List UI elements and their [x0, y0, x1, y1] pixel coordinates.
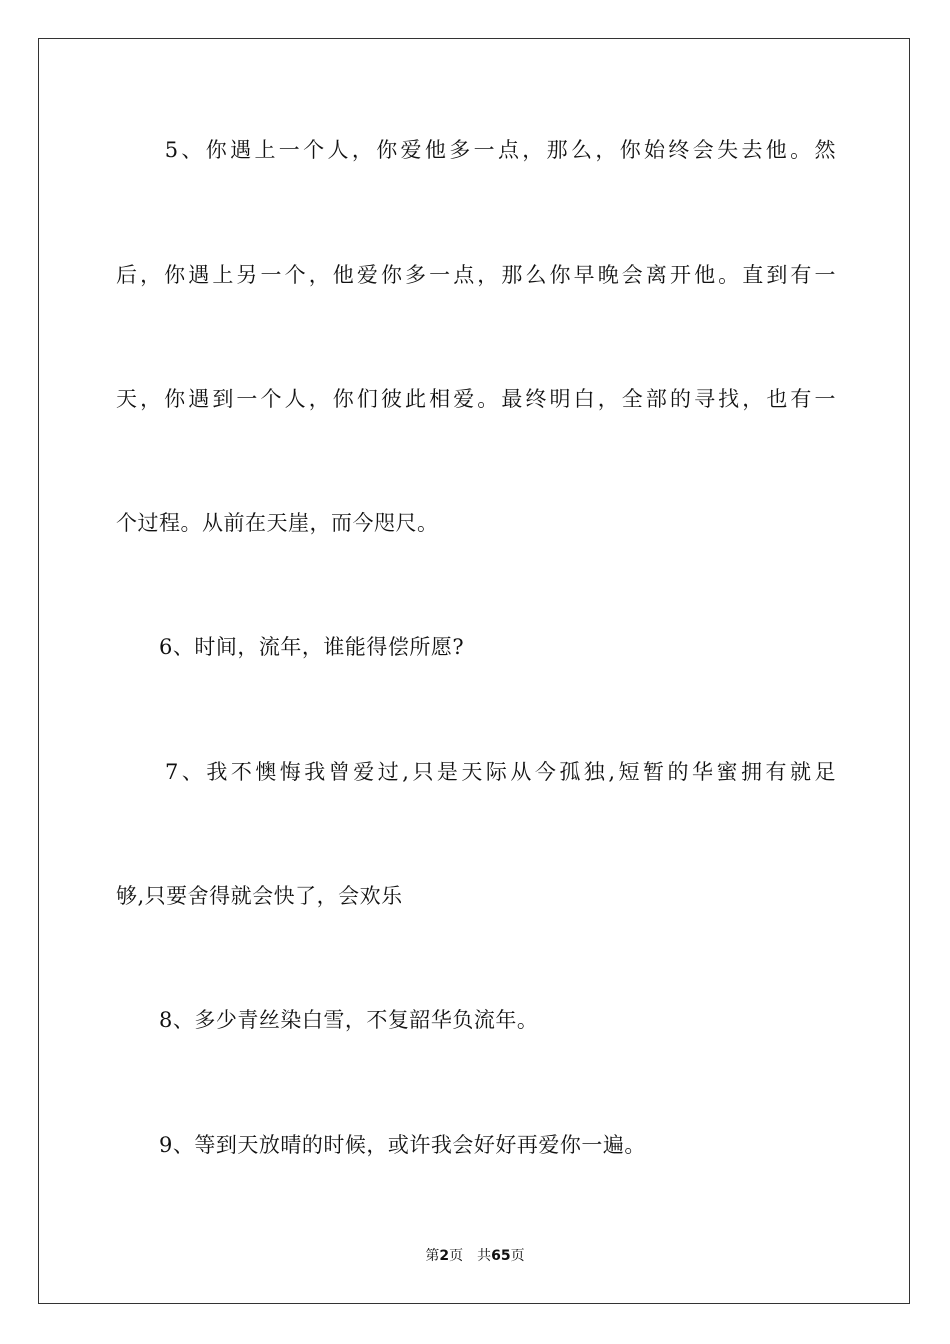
text-line-4: 个过程。从前在天崖，而今咫尺。	[116, 511, 439, 535]
text-line-8: 8、多少青丝染白雪，不复韶华负流年。	[116, 1008, 539, 1032]
text-line-6: 7、我不懊悔我曾爱过,只是天际从今孤独,短暂的华蜜拥有就足	[116, 760, 836, 784]
footer-total-suffix: 页	[510, 1248, 525, 1264]
text-line-9: 9、等到天放晴的时候，或许我会好好再爱你一遍。	[116, 1133, 646, 1157]
page-footer	[0, 1246, 950, 1266]
footer-page-number: 2	[439, 1248, 450, 1264]
page-border	[38, 38, 910, 1304]
text-line-2: 后，你遇上另一个，他爱你多一点，那么你早晚会离开他。直到有一	[116, 263, 836, 287]
footer-total-prefix: 共	[477, 1248, 492, 1264]
text-line-1: 5、你遇上一个人，你爱他多一点，那么，你始终会失去他。然	[116, 138, 836, 162]
text-line-7: 够,只要舍得就会快了，会欢乐	[116, 884, 403, 908]
text-line-3: 天，你遇到一个人，你们彼此相爱。最终明白，全部的寻找，也有一	[116, 387, 836, 411]
text-line-5: 6、时间，流年，谁能得偿所愿?	[116, 635, 465, 659]
footer-page-suffix: 页	[449, 1248, 464, 1264]
footer-page-prefix: 第	[425, 1248, 440, 1264]
footer-total-number: 65	[491, 1248, 511, 1264]
